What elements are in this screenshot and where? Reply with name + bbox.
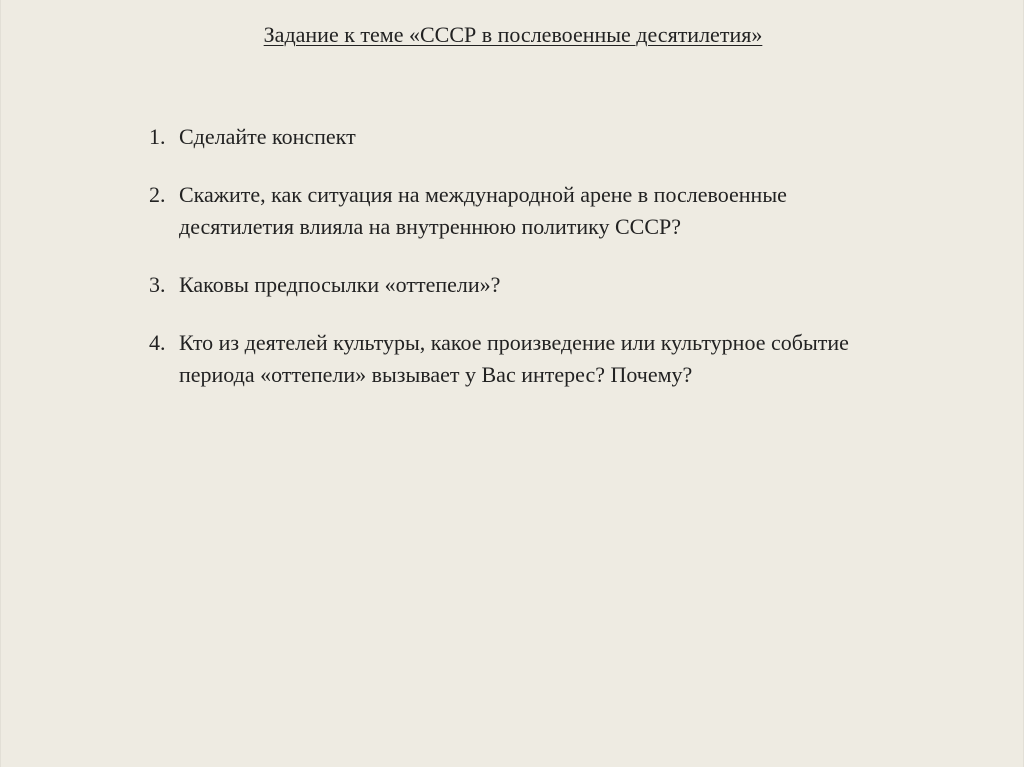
task-number: 4. xyxy=(149,330,166,355)
task-item-3 xyxy=(149,269,969,301)
task-number: 1. xyxy=(149,124,166,149)
task-text-line-1: Каковы предпосылки «оттепели»? xyxy=(179,272,501,297)
task-text-line-2: десятилетия влияла на внутреннюю политику СССР? xyxy=(179,214,682,239)
task-item-4 xyxy=(149,327,969,391)
task-item-2 xyxy=(149,179,969,243)
task-text-line-2: периода «оттепели» вызывает у Вас интерес? Почему? xyxy=(179,362,693,387)
task-text-line-1: Сделайте конспект xyxy=(179,124,356,149)
task-text-line-1: Скажите, как ситуация на международной арене в послевоенные xyxy=(179,182,787,207)
task-number: 3. xyxy=(149,272,166,297)
task-item-1 xyxy=(149,121,969,153)
slide-title xyxy=(1,22,1024,48)
task-text-line-1: Кто из деятелей культуры, какое произведение или культурное событие xyxy=(179,330,849,355)
task-number: 2. xyxy=(149,182,166,207)
task-list xyxy=(149,121,969,417)
slide-title-text: Задание к теме «СССР в послевоенные десятилетия» xyxy=(263,22,763,47)
